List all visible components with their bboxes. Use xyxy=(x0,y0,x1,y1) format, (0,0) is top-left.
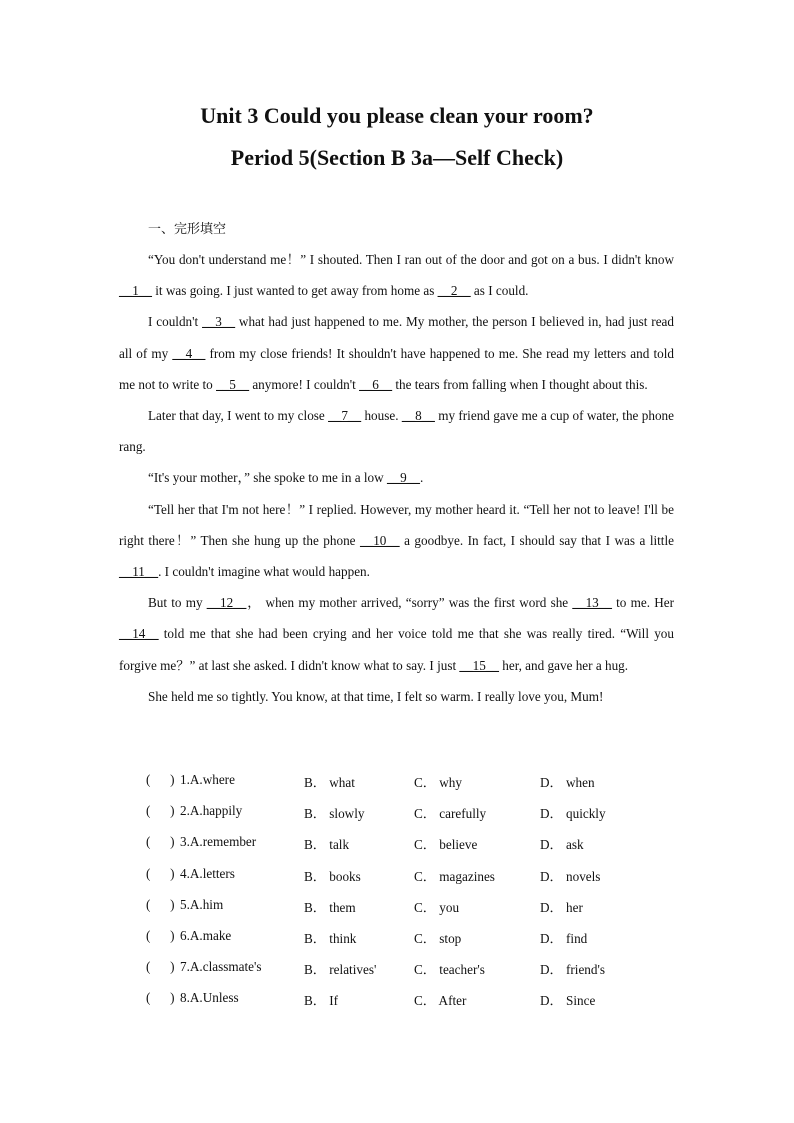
answer-blank: __9__ xyxy=(386,470,420,486)
option-d: D． ask xyxy=(540,837,584,853)
answer-blank: __7__ xyxy=(328,408,362,424)
option-b: B． talk xyxy=(304,837,350,853)
option-a: 5.A.him xyxy=(180,896,224,912)
answer-paren[interactable]: ( ) xyxy=(146,834,175,850)
answer-blank: __12__ xyxy=(206,595,247,611)
question-row xyxy=(0,928,794,959)
option-c: C． carefully xyxy=(414,806,487,822)
question-row xyxy=(0,803,794,834)
passage-text: “It's your mother，” she spoke to me in a low xyxy=(148,470,387,486)
answer-paren[interactable]: ( ) xyxy=(146,865,175,881)
option-a: 6.A.make xyxy=(180,928,232,943)
passage-text: Later that day, I went to my close xyxy=(148,408,329,424)
passage-paragraph xyxy=(119,587,674,681)
answer-paren[interactable]: ( ) xyxy=(146,990,175,1006)
option-a: 1.A.where xyxy=(180,772,235,787)
option-c: C． why xyxy=(414,775,462,790)
passage-text: my friend gave me a cup of water, the phone rang. xyxy=(119,408,674,455)
option-b: B． what xyxy=(304,775,355,790)
question-row xyxy=(0,959,794,990)
answer-blank: __3__ xyxy=(202,314,236,330)
option-a: 2.A.happily xyxy=(180,803,243,819)
passage-paragraph xyxy=(119,400,674,462)
option-c: C． stop xyxy=(414,931,462,946)
passage-text: “You don't understand me！” I shouted. Then I ran out of the door and got on a bus. I didn't know xyxy=(148,252,674,267)
passage-text: She held me so tightly. You know, at that time, I felt so warm. I really love you, Mum! xyxy=(148,688,604,704)
option-c: C． After xyxy=(414,993,467,1009)
option-d: D． when xyxy=(540,775,595,790)
option-b: B． them xyxy=(304,899,356,915)
answer-blank: __15__ xyxy=(459,657,499,673)
unit-title: Unit 3 Could you please clean your room? xyxy=(200,103,594,128)
option-d: D． friend's xyxy=(540,962,606,978)
option-b: B． relatives' xyxy=(304,962,377,978)
question-row xyxy=(0,990,794,1021)
cloze-passage xyxy=(119,244,674,712)
passage-text: . xyxy=(419,470,424,486)
option-d: D． her xyxy=(540,899,583,915)
answer-blank: __10__ xyxy=(360,532,400,548)
passage-text: house. xyxy=(361,408,402,424)
question-row xyxy=(0,772,794,803)
option-c: C． magazines xyxy=(414,868,495,884)
passage-text: her, and gave her a hug. xyxy=(498,657,629,673)
passage-text: from my close friends! It shouldn't have happened to me. She read my letters and told me not to write to xyxy=(119,345,674,392)
answer-paren[interactable]: ( ) xyxy=(146,928,175,943)
option-b: B． If xyxy=(304,993,339,1009)
option-a: 8.A.Unless xyxy=(180,990,239,1006)
answer-blank: __4__ xyxy=(172,345,206,361)
option-d: D． novels xyxy=(540,868,601,884)
answer-blank: __2__ xyxy=(437,283,471,299)
option-d: D． quickly xyxy=(540,806,606,822)
passage-text: the tears from falling when I thought about this. xyxy=(392,376,648,392)
answer-paren[interactable]: ( ) xyxy=(146,896,175,912)
passage-paragraph xyxy=(119,494,674,588)
passage-text: anymore! I couldn't xyxy=(249,376,360,392)
passage-text: told me that she had been crying and her voice told me that she was really tired. “Will you forgive me？” at last she asked. I didn't know what to say. I just xyxy=(119,626,674,673)
passage-paragraph xyxy=(119,244,674,306)
option-c: C． teacher's xyxy=(414,962,485,978)
passage-text: a goodbye. In fact, I should say that I was a little xyxy=(399,532,674,548)
option-b: B． books xyxy=(304,868,361,884)
answer-paren[interactable]: ( ) xyxy=(146,959,175,975)
option-c: C． believe xyxy=(414,837,478,853)
passage-paragraph xyxy=(119,681,674,712)
passage-text: But to my xyxy=(148,595,207,611)
question-row xyxy=(0,866,794,897)
option-b: B． slowly xyxy=(304,806,365,822)
answer-blank: __13__ xyxy=(572,595,612,611)
passage-text: . I couldn't imagine what would happen. xyxy=(158,564,370,580)
passage-text: what had just happened to me. My mother, the person I believed in, had just read all of my xyxy=(119,314,674,361)
section-heading: 一、完形填空 xyxy=(148,222,227,237)
answer-blank: __8__ xyxy=(401,408,435,424)
answer-blank: __1__ xyxy=(119,283,152,299)
passage-text: I couldn't xyxy=(148,314,203,330)
question-row xyxy=(0,897,794,928)
option-c: C． you xyxy=(414,899,460,915)
option-b: B． think xyxy=(304,931,357,946)
passage-text: ， when my mother arrived, “sorry” was the first word she xyxy=(246,595,573,611)
answer-blank: __14__ xyxy=(119,626,159,642)
passage-text: as I could. xyxy=(470,283,529,299)
option-a: 7.A.classmate's xyxy=(180,959,262,975)
option-a: 4.A.letters xyxy=(180,865,235,881)
passage-paragraph xyxy=(119,462,674,493)
passage-text: “Tell her that I'm not here！” I replied. However, my mother heard it. “Tell her not to leave! I'll be right there！” Then she hung up the phone xyxy=(119,501,674,548)
answer-blank: __5__ xyxy=(216,376,250,392)
answer-blank: __6__ xyxy=(359,376,393,392)
passage-text: it was going. I just wanted to get away from home as xyxy=(151,283,438,299)
option-d: D． Since xyxy=(540,993,596,1009)
answer-paren[interactable]: ( ) xyxy=(146,772,175,787)
answer-paren[interactable]: ( ) xyxy=(146,803,175,819)
passage-paragraph xyxy=(119,306,674,400)
option-d: D． find xyxy=(540,931,588,946)
question-row xyxy=(0,834,794,865)
answer-blank: __11__ xyxy=(119,564,159,580)
period-title: Period 5(Section B 3a—Self Check) xyxy=(230,145,564,170)
passage-text: to me. Her xyxy=(611,595,674,611)
option-a: 3.A.remember xyxy=(180,834,257,850)
